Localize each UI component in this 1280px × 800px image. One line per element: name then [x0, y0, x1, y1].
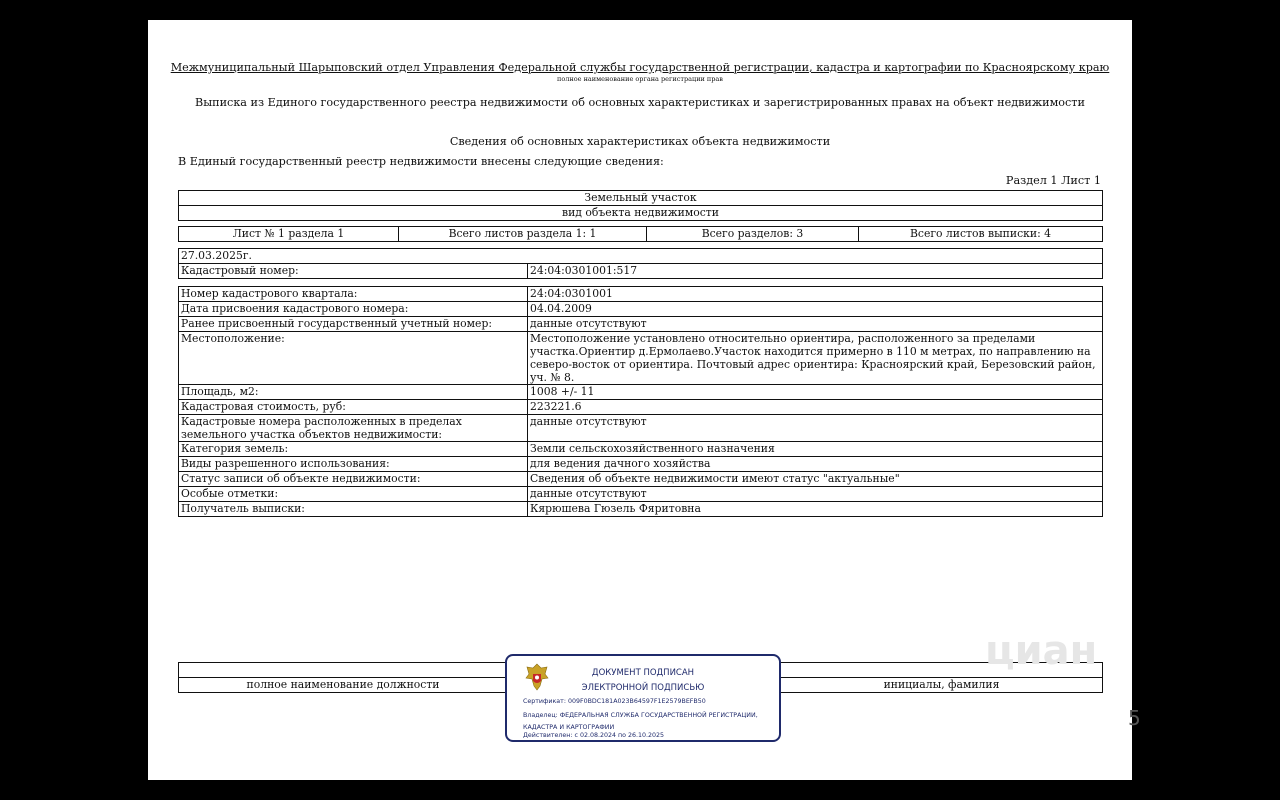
sheet-number: Лист № 1 раздела 1	[179, 227, 399, 242]
row-label: Номер кадастрового квартала:	[179, 287, 528, 302]
intro-text: В Единый государственный реестр недвижимости внесены следующие сведения:	[178, 155, 664, 168]
row-label: Дата присвоения кадастрового номера:	[179, 302, 528, 317]
org-name: Межмуниципальный Шарыповский отдел Управления Федеральной службы государственной регистрации, кадастра и картографии по Красноярскому краю	[170, 61, 1110, 74]
row-value: для ведения дачного хозяйства	[528, 457, 1103, 472]
extract-date: 27.03.2025г.	[179, 249, 1103, 264]
row-value: данные отсутствуют	[528, 317, 1103, 332]
section-reference: Раздел 1 Лист 1	[1005, 174, 1101, 187]
table-row	[179, 442, 1103, 457]
org-caption: полное наименование органа регистрации прав	[557, 75, 723, 83]
stamp-owner: Владелец: ФЕДЕРАЛЬНАЯ СЛУЖБА ГОСУДАРСТВЕННОЙ РЕГИСТРАЦИИ, КАДАСТРА И КАРТОГРАФИИ	[523, 712, 758, 731]
row-label: Кадастровая стоимость, руб:	[179, 400, 528, 415]
characteristics-table	[178, 286, 1103, 517]
table-row	[179, 287, 1103, 302]
row-label: Местоположение:	[179, 332, 528, 385]
table-row	[179, 385, 1103, 400]
row-label: Получатель выписки:	[179, 502, 528, 517]
row-label: Кадастровые номера расположенных в пределах земельного участка объектов недвижимости:	[179, 415, 528, 442]
electronic-signature-stamp	[505, 654, 781, 742]
table-row	[179, 487, 1103, 502]
cadastral-number-value: 24:04:0301001:517	[528, 264, 1103, 279]
sheets-in-section: Всего листов раздела 1: 1	[399, 227, 647, 242]
row-value: 24:04:0301001	[528, 287, 1103, 302]
row-label: Категория земель:	[179, 442, 528, 457]
row-label: Статус записи об объекте недвижимости:	[179, 472, 528, 487]
stamp-validity: Действителен: с 02.08.2024 по 26.10.2025	[523, 732, 665, 739]
row-label: Ранее присвоенный государственный учетный номер:	[179, 317, 528, 332]
row-value: Сведения об объекте недвижимости имеют статус "актуальные"	[528, 472, 1103, 487]
object-type-caption: вид объекта недвижимости	[179, 206, 1103, 221]
document-title: Выписка из Единого государственного реестра недвижимости об основных характеристиках и зарегистрированных правах на объект недвижимости	[195, 96, 1085, 109]
row-value: данные отсутствуют	[528, 415, 1103, 442]
row-label: Особые отметки:	[179, 487, 528, 502]
table-row	[179, 332, 1103, 385]
table-row	[179, 457, 1103, 472]
sheets-table	[178, 226, 1103, 242]
table-row	[179, 415, 1103, 442]
stamp-certificate: Сертификат: 009F0BDC181A023B64597F1E2579BEFB50	[523, 698, 706, 705]
sheets-total: Всего листов выписки: 4	[859, 227, 1103, 242]
object-type-table	[178, 190, 1103, 221]
initials-caption: инициалы, фамилия	[781, 678, 1103, 693]
sections-total: Всего разделов: 3	[647, 227, 859, 242]
section-heading: Сведения об основных характеристиках объекта недвижимости	[449, 135, 831, 148]
stamp-title: ДОКУМЕНТ ПОДПИСАН	[591, 668, 695, 678]
table-row	[179, 400, 1103, 415]
cadastral-number-label: Кадастровый номер:	[179, 264, 528, 279]
object-type: Земельный участок	[179, 191, 1103, 206]
header-table	[178, 248, 1103, 279]
watermark-corner: 5	[1128, 706, 1141, 730]
row-value: 04.04.2009	[528, 302, 1103, 317]
watermark-logo: циан	[985, 628, 1098, 674]
table-row	[179, 302, 1103, 317]
row-value: 223221.6	[528, 400, 1103, 415]
table-row	[179, 472, 1103, 487]
row-value: данные отсутствуют	[528, 487, 1103, 502]
row-value: 1008 +/- 11	[528, 385, 1103, 400]
row-value: Местоположение установлено относительно ориентира, расположенного за пределами участка.Ориентир д.Ермолаево.Участок находится примерно в 110 м метрах, по направлению на северо-восток от ориентира. Почтовый адрес ориентира: Красноярский край, Березовский район, уч. № 8.	[528, 332, 1103, 385]
table-row	[179, 317, 1103, 332]
row-label: Виды разрешенного использования:	[179, 457, 528, 472]
row-value: Кярюшева Гюзель Фяритовна	[528, 502, 1103, 517]
row-value: Земли сельскохозяйственного назначения	[528, 442, 1103, 457]
table-row	[179, 502, 1103, 517]
position-caption: полное наименование должности	[179, 678, 508, 693]
stamp-subtitle: ЭЛЕКТРОННОЙ ПОДПИСЬЮ	[581, 683, 705, 693]
row-label: Площадь, м2:	[179, 385, 528, 400]
